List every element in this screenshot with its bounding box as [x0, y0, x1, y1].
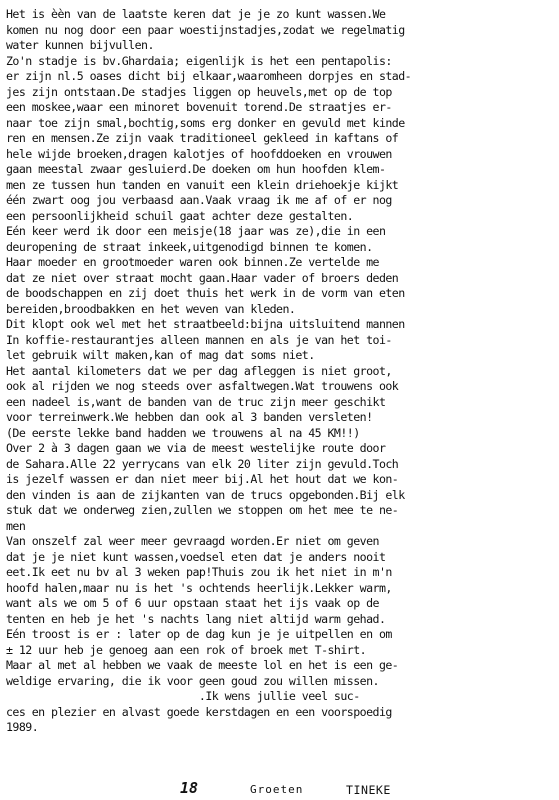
- letter-line: dat ze niet over straat mocht gaan.Haar vader of broers deden: [6, 270, 399, 285]
- letter-line: Het is èèn van de laatste keren dat je je zo kunt wassen.We: [6, 7, 386, 21]
- letter-line: ren en mensen.Ze zijn vaak traditioneel gekleed in kaftans of: [6, 131, 399, 145]
- letter-line: is jezelf wassen er dan niet meer bij.Al het hout dat we kon-: [6, 472, 399, 486]
- letter-line: de boodschappen en zij doet thuis het werk in de vorm van eten: [6, 286, 405, 300]
- letter-line: ook al rijden we nog steeds over asfaltwegen.Wat trouwens ook: [6, 379, 399, 393]
- letter-line: (De eerste lekke band hadden we trouwens al na 45 KM!!): [6, 425, 360, 440]
- letter-line: Eén keer werd ik door een meisje(18 jaar was ze),die in een: [6, 224, 386, 238]
- letter-line: den vinden is aan de zijkanten van de trucs opgebonden.Bij elk: [6, 487, 405, 502]
- letter-line: Het aantal kilometers dat we per dag afleggen is niet groot,: [6, 363, 392, 378]
- letter-line: Maar al met al hebben we vaak de meeste lol en het is een ge-: [6, 658, 399, 672]
- letter-line: want als we om 5 of 6 uur opstaan staat het ijs vaak op de: [6, 596, 379, 610]
- letter-line: .Ik wens jullie veel suc-: [6, 689, 360, 703]
- letter-line: dat je je niet kunt wassen,voedsel eten dat je anders nooit: [6, 549, 386, 564]
- letter-line: ± 12 uur heb je genoeg aan een rok of broek met T-shirt.: [6, 642, 367, 657]
- letter-line: de Sahara.Alle 22 yerrycans van elk 20 liter zijn gevuld.Toch: [6, 456, 399, 471]
- letter-line: bereiden,broodbakken en het weven van kleden.: [6, 301, 296, 316]
- letter-line: een moskee,waar een minoret bovenuit torend.De straatjes er-: [6, 100, 392, 114]
- letter-line: hoofd halen,maar nu is het 's ochtends heerlijk.Lekker warm,: [6, 580, 392, 595]
- letter-line: Eén troost is er : later op de dag kun je je uitpellen en om: [6, 627, 392, 641]
- letter-line: tenten en heb je het 's nachts lang niet altijd warm gehad.: [6, 611, 386, 626]
- letter-line: In koffie-restaurantjes alleen mannen en als je van het toi-: [6, 332, 392, 347]
- letter-line: weldige ervaring, die ik voor geen goud zou willen missen.: [6, 673, 379, 688]
- letter-body: [6, 7, 554, 736]
- letter-line: deuropening de straat inkeek,uitgenodigd binnen te komen.: [6, 239, 373, 254]
- letter-line: let gebruik wilt maken,kan of mag dat soms niet.: [6, 348, 315, 362]
- letter-line: één zwart oog jou verbaasd aan.Vaak vraag ik me af of er nog: [6, 193, 392, 207]
- letter-line: water kunnen bijvullen.: [6, 38, 154, 52]
- letter-line: men ze tussen hun tanden en vanuit een klein driehoekje kijkt: [6, 177, 399, 192]
- letter-line: jes zijn ontstaan.De stadjes liggen op heuvels,met op de top: [6, 84, 392, 99]
- closing-greeting: Groeten: [250, 783, 304, 796]
- page-number: 18: [180, 779, 199, 797]
- letter-line: gaan meestal zwaar gesluierd.De doeken om hun hoofden klem-: [6, 162, 386, 176]
- letter-line: Van onszelf zal weer meer gevraagd worden.Er niet om geven: [6, 534, 379, 548]
- signature-name: TINEKE: [346, 783, 391, 797]
- letter-line: 1989.: [6, 720, 39, 734]
- letter-line: er zijn nl.5 oases dicht bij elkaar,waaromheen dorpjes en stad-: [6, 69, 412, 83]
- letter-line: eet.Ik eet nu bv al 3 weken pap!Thuis zou ik het niet in m'n: [6, 565, 392, 579]
- letter-line: stuk dat we onderweg zien,zullen we stoppen om het mee te ne-: [6, 503, 399, 517]
- letter-line: komen nu nog door een paar woestijnstadjes,zodat we regelmatig: [6, 22, 405, 37]
- letter-line: een persoonlijkheid schuil gaat achter deze gestalten.: [6, 208, 354, 223]
- letter-line: voor terreinwerk.We hebben dan ook al 3 banden versleten!: [6, 410, 373, 424]
- letter-line: Dit klopt ook wel met het straatbeeld:bijna uitsluitend mannen: [6, 317, 405, 331]
- letter-line: men: [6, 518, 26, 533]
- letter-line: Haar moeder en grootmoeder waren ook binnen.Ze vertelde me: [6, 255, 379, 269]
- letter-line: een nadeel is,want de banden van de truc zijn meer geschikt: [6, 394, 386, 409]
- letter-line: hele wijde broeken,dragen kalotjes of hoofddoeken en vrouwen: [6, 146, 392, 161]
- letter-line: Over 2 à 3 dagen gaan we via de meest westelijke route door: [6, 441, 386, 455]
- letter-line: naar toe zijn smal,bochtig,soms erg donker en gevuld met kinde: [6, 115, 405, 130]
- letter-line: Zo'n stadje is bv.Ghardaia; eigenlijk is het een pentapolis:: [6, 53, 392, 68]
- letter-line: ces en plezier en alvast goede kerstdagen en een voorspoedig: [6, 704, 392, 719]
